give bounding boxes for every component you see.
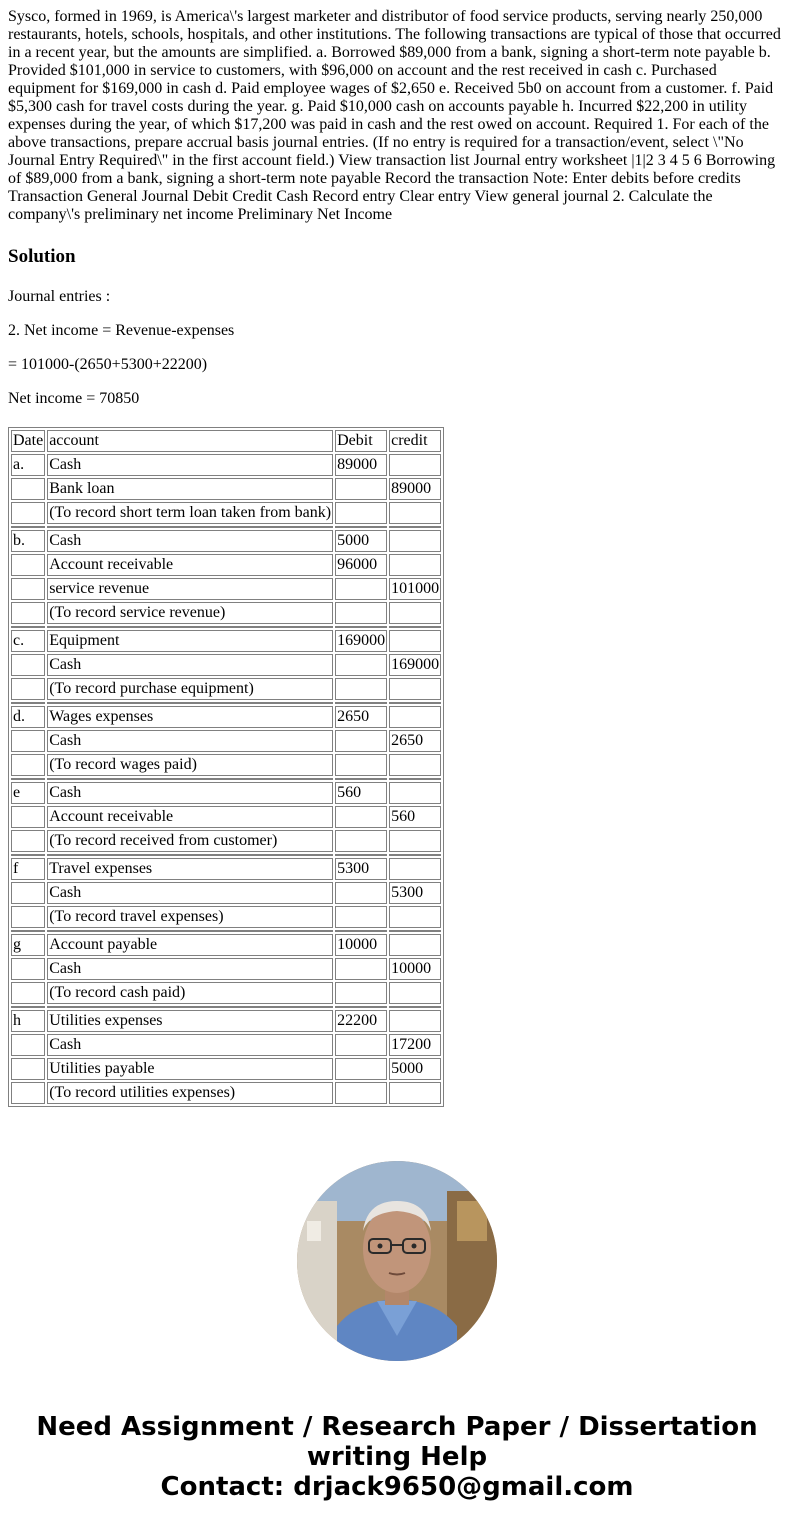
separator-cell [47,930,333,932]
cell-account: Cash [47,654,333,676]
cell-date: g [11,934,45,956]
table-row [11,782,441,804]
cell-debit [335,1034,387,1056]
group-separator [11,626,441,628]
footer-line-1: Need Assignment / Research Paper / Dissertation [36,1412,758,1442]
separator-cell [11,778,45,780]
group-separator [11,778,441,780]
separator-cell [47,1006,333,1008]
cell-date [11,1034,45,1056]
table-row [11,958,441,980]
table-row [11,478,441,500]
header-account: account [47,430,333,452]
cell-debit [335,882,387,904]
journal-entries-table [8,427,444,1107]
cell-account: Utilities expenses [47,1010,333,1032]
cell-debit: 10000 [335,934,387,956]
cell-account: Utilities payable [47,1058,333,1080]
cell-debit [335,1082,387,1104]
separator-cell [11,526,45,528]
cell-date: b. [11,530,45,552]
net-income-calculation: = 101000-(2650+5300+22200) [8,356,208,373]
separator-cell [389,526,441,528]
group-separator [11,1006,441,1008]
table-row [11,882,441,904]
separator-cell [47,526,333,528]
cell-debit [335,806,387,828]
cell-date [11,1058,45,1080]
table-row [11,858,441,880]
cell-credit [389,982,441,1004]
cell-credit [389,1082,441,1104]
cell-credit [389,754,441,776]
table-row [11,602,441,624]
cell-debit [335,602,387,624]
cell-account: (To record wages paid) [47,754,333,776]
cell-debit [335,478,387,500]
cell-date: h [11,1010,45,1032]
cell-account: (To record short term loan taken from bank) [47,502,333,524]
cell-debit [335,1058,387,1080]
cell-date [11,478,45,500]
table-row [11,502,441,524]
cell-account: Cash [47,1034,333,1056]
table-row [11,554,441,576]
cell-date: f [11,858,45,880]
cell-credit [389,858,441,880]
separator-cell [335,854,387,856]
cell-credit [389,906,441,928]
cell-account: Account payable [47,934,333,956]
cell-date [11,654,45,676]
cell-date [11,1082,45,1104]
cell-account: Cash [47,454,333,476]
cell-credit: 5000 [389,1058,441,1080]
table-row [11,830,441,852]
cell-debit [335,678,387,700]
cell-date [11,982,45,1004]
cell-debit [335,754,387,776]
cell-date [11,578,45,600]
separator-cell [335,526,387,528]
table-header-row [11,430,441,452]
table-row [11,730,441,752]
cell-credit: 101000 [389,578,441,600]
separator-cell [335,702,387,704]
cell-account: Account receivable [47,806,333,828]
table-row [11,1010,441,1032]
cell-date [11,906,45,928]
cell-date [11,602,45,624]
cell-date: e [11,782,45,804]
separator-cell [47,702,333,704]
cell-account: (To record received from customer) [47,830,333,852]
group-separator [11,702,441,704]
cell-debit [335,830,387,852]
cell-account: Wages expenses [47,706,333,728]
cell-debit [335,906,387,928]
cell-credit [389,530,441,552]
portrait-image [297,1161,497,1361]
cell-debit: 5000 [335,530,387,552]
cell-account: Cash [47,782,333,804]
cell-date [11,678,45,700]
cell-date [11,806,45,828]
header-date: Date [11,430,45,452]
cell-debit [335,982,387,1004]
cell-date [11,830,45,852]
cell-credit [389,502,441,524]
cell-account: (To record service revenue) [47,602,333,624]
separator-cell [389,702,441,704]
cell-credit: 89000 [389,478,441,500]
cell-credit [389,602,441,624]
solution-heading: Solution [8,246,76,267]
cell-credit: 2650 [389,730,441,752]
separator-cell [389,778,441,780]
table-row [11,1034,441,1056]
cell-credit [389,1010,441,1032]
table-row [11,654,441,676]
cell-account: Cash [47,730,333,752]
cell-credit: 17200 [389,1034,441,1056]
cell-debit [335,578,387,600]
table-row [11,706,441,728]
cell-debit: 22200 [335,1010,387,1032]
cell-account: (To record utilities expenses) [47,1082,333,1104]
separator-cell [335,1006,387,1008]
cell-credit [389,554,441,576]
group-separator [11,930,441,932]
cell-debit: 2650 [335,706,387,728]
cell-account: service revenue [47,578,333,600]
cell-credit [389,830,441,852]
table-row [11,1082,441,1104]
cell-account: Account receivable [47,554,333,576]
separator-cell [11,626,45,628]
cell-debit: 560 [335,782,387,804]
cell-debit [335,502,387,524]
separator-cell [11,930,45,932]
cell-credit [389,782,441,804]
table-row [11,454,441,476]
table-row [11,906,441,928]
cell-debit: 96000 [335,554,387,576]
separator-cell [389,854,441,856]
cell-date: c. [11,630,45,652]
footer-banner [0,1412,794,1502]
separator-cell [389,1006,441,1008]
cell-credit [389,630,441,652]
table-row [11,678,441,700]
question-text: Sysco, formed in 1969, is America\'s largest marketer and distributor of food service products, serving nearly 250,000 restaurants, hotels, schools, hospitals, and other institutions. The following transactions are typical of those that occurred in a recent year, but the amounts are simplified. a. Borrowed $89,000 from a bank, signing a short-term note payable b. Provided $101,000 in service to customers, with $96,000 on account and the rest received in cash c. Purchased equipment for $169,000 in cash d. Paid employee wages of $2,650 e. Received 5b0 on account from a customer. f. Paid $5,300 cash for travel costs during the year. g. Paid $10,000 cash on accounts payable h. Incurred $22,200 in utility expenses during the year, of which $17,200 was paid in cash and the rest owed on account. Required 1. For each of the above transactions, prepare accrual basis journal entries. (If no entry is required for a transaction/event, select \"No Journal Entry Required\" in the first account field.) View transaction list Journal entry worksheet |1|2 3 4 5 6 Borrowing of $89,000 from a bank, signing a short-term note payable Record the transaction Note: Enter debits before credits Transaction General Journal Debit Credit Cash Record entry Clear entry View general journal 2. Calculate the company\'s preliminary net income Preliminary Net Income [8,8,781,223]
table-row [11,630,441,652]
cell-credit: 5300 [389,882,441,904]
separator-cell [47,626,333,628]
table-row [11,934,441,956]
separator-cell [11,1006,45,1008]
net-income-result: Net income = 70850 [8,390,140,407]
separator-cell [389,930,441,932]
cell-date [11,754,45,776]
net-income-formula: 2. Net income = Revenue-expenses [8,322,235,339]
cell-account: Equipment [47,630,333,652]
cell-account: Bank loan [47,478,333,500]
cell-account: (To record cash paid) [47,982,333,1004]
separator-cell [11,854,45,856]
footer-line-2: writing Help [306,1442,488,1472]
footer-contact: Contact: drjack9650@gmail.com [160,1472,634,1502]
cell-account: Cash [47,882,333,904]
cell-credit: 10000 [389,958,441,980]
cell-date [11,502,45,524]
header-credit: credit [389,430,441,452]
cell-account: (To record travel expenses) [47,906,333,928]
table-row [11,530,441,552]
cell-date [11,554,45,576]
cell-debit [335,730,387,752]
table-row [11,1058,441,1080]
separator-cell [11,702,45,704]
separator-cell [335,930,387,932]
cell-credit: 560 [389,806,441,828]
group-separator [11,854,441,856]
cell-debit [335,654,387,676]
cell-account: Cash [47,530,333,552]
cell-date [11,958,45,980]
cell-debit [335,958,387,980]
table-row [11,806,441,828]
author-avatar [297,1161,497,1361]
cell-date: d. [11,706,45,728]
separator-cell [47,778,333,780]
header-debit: Debit [335,430,387,452]
separator-cell [335,626,387,628]
cell-credit: 169000 [389,654,441,676]
cell-credit [389,934,441,956]
separator-cell [335,778,387,780]
journal-intro: Journal entries : [8,288,111,305]
separator-cell [389,626,441,628]
table-row [11,982,441,1004]
cell-credit [389,678,441,700]
group-separator [11,526,441,528]
cell-date: a. [11,454,45,476]
cell-debit: 89000 [335,454,387,476]
cell-credit [389,706,441,728]
cell-debit: 169000 [335,630,387,652]
cell-credit [389,454,441,476]
separator-cell [47,854,333,856]
cell-debit: 5300 [335,858,387,880]
table-row [11,578,441,600]
cell-date [11,730,45,752]
cell-account: Cash [47,958,333,980]
cell-date [11,882,45,904]
table-row [11,754,441,776]
cell-account: (To record purchase equipment) [47,678,333,700]
cell-account: Travel expenses [47,858,333,880]
